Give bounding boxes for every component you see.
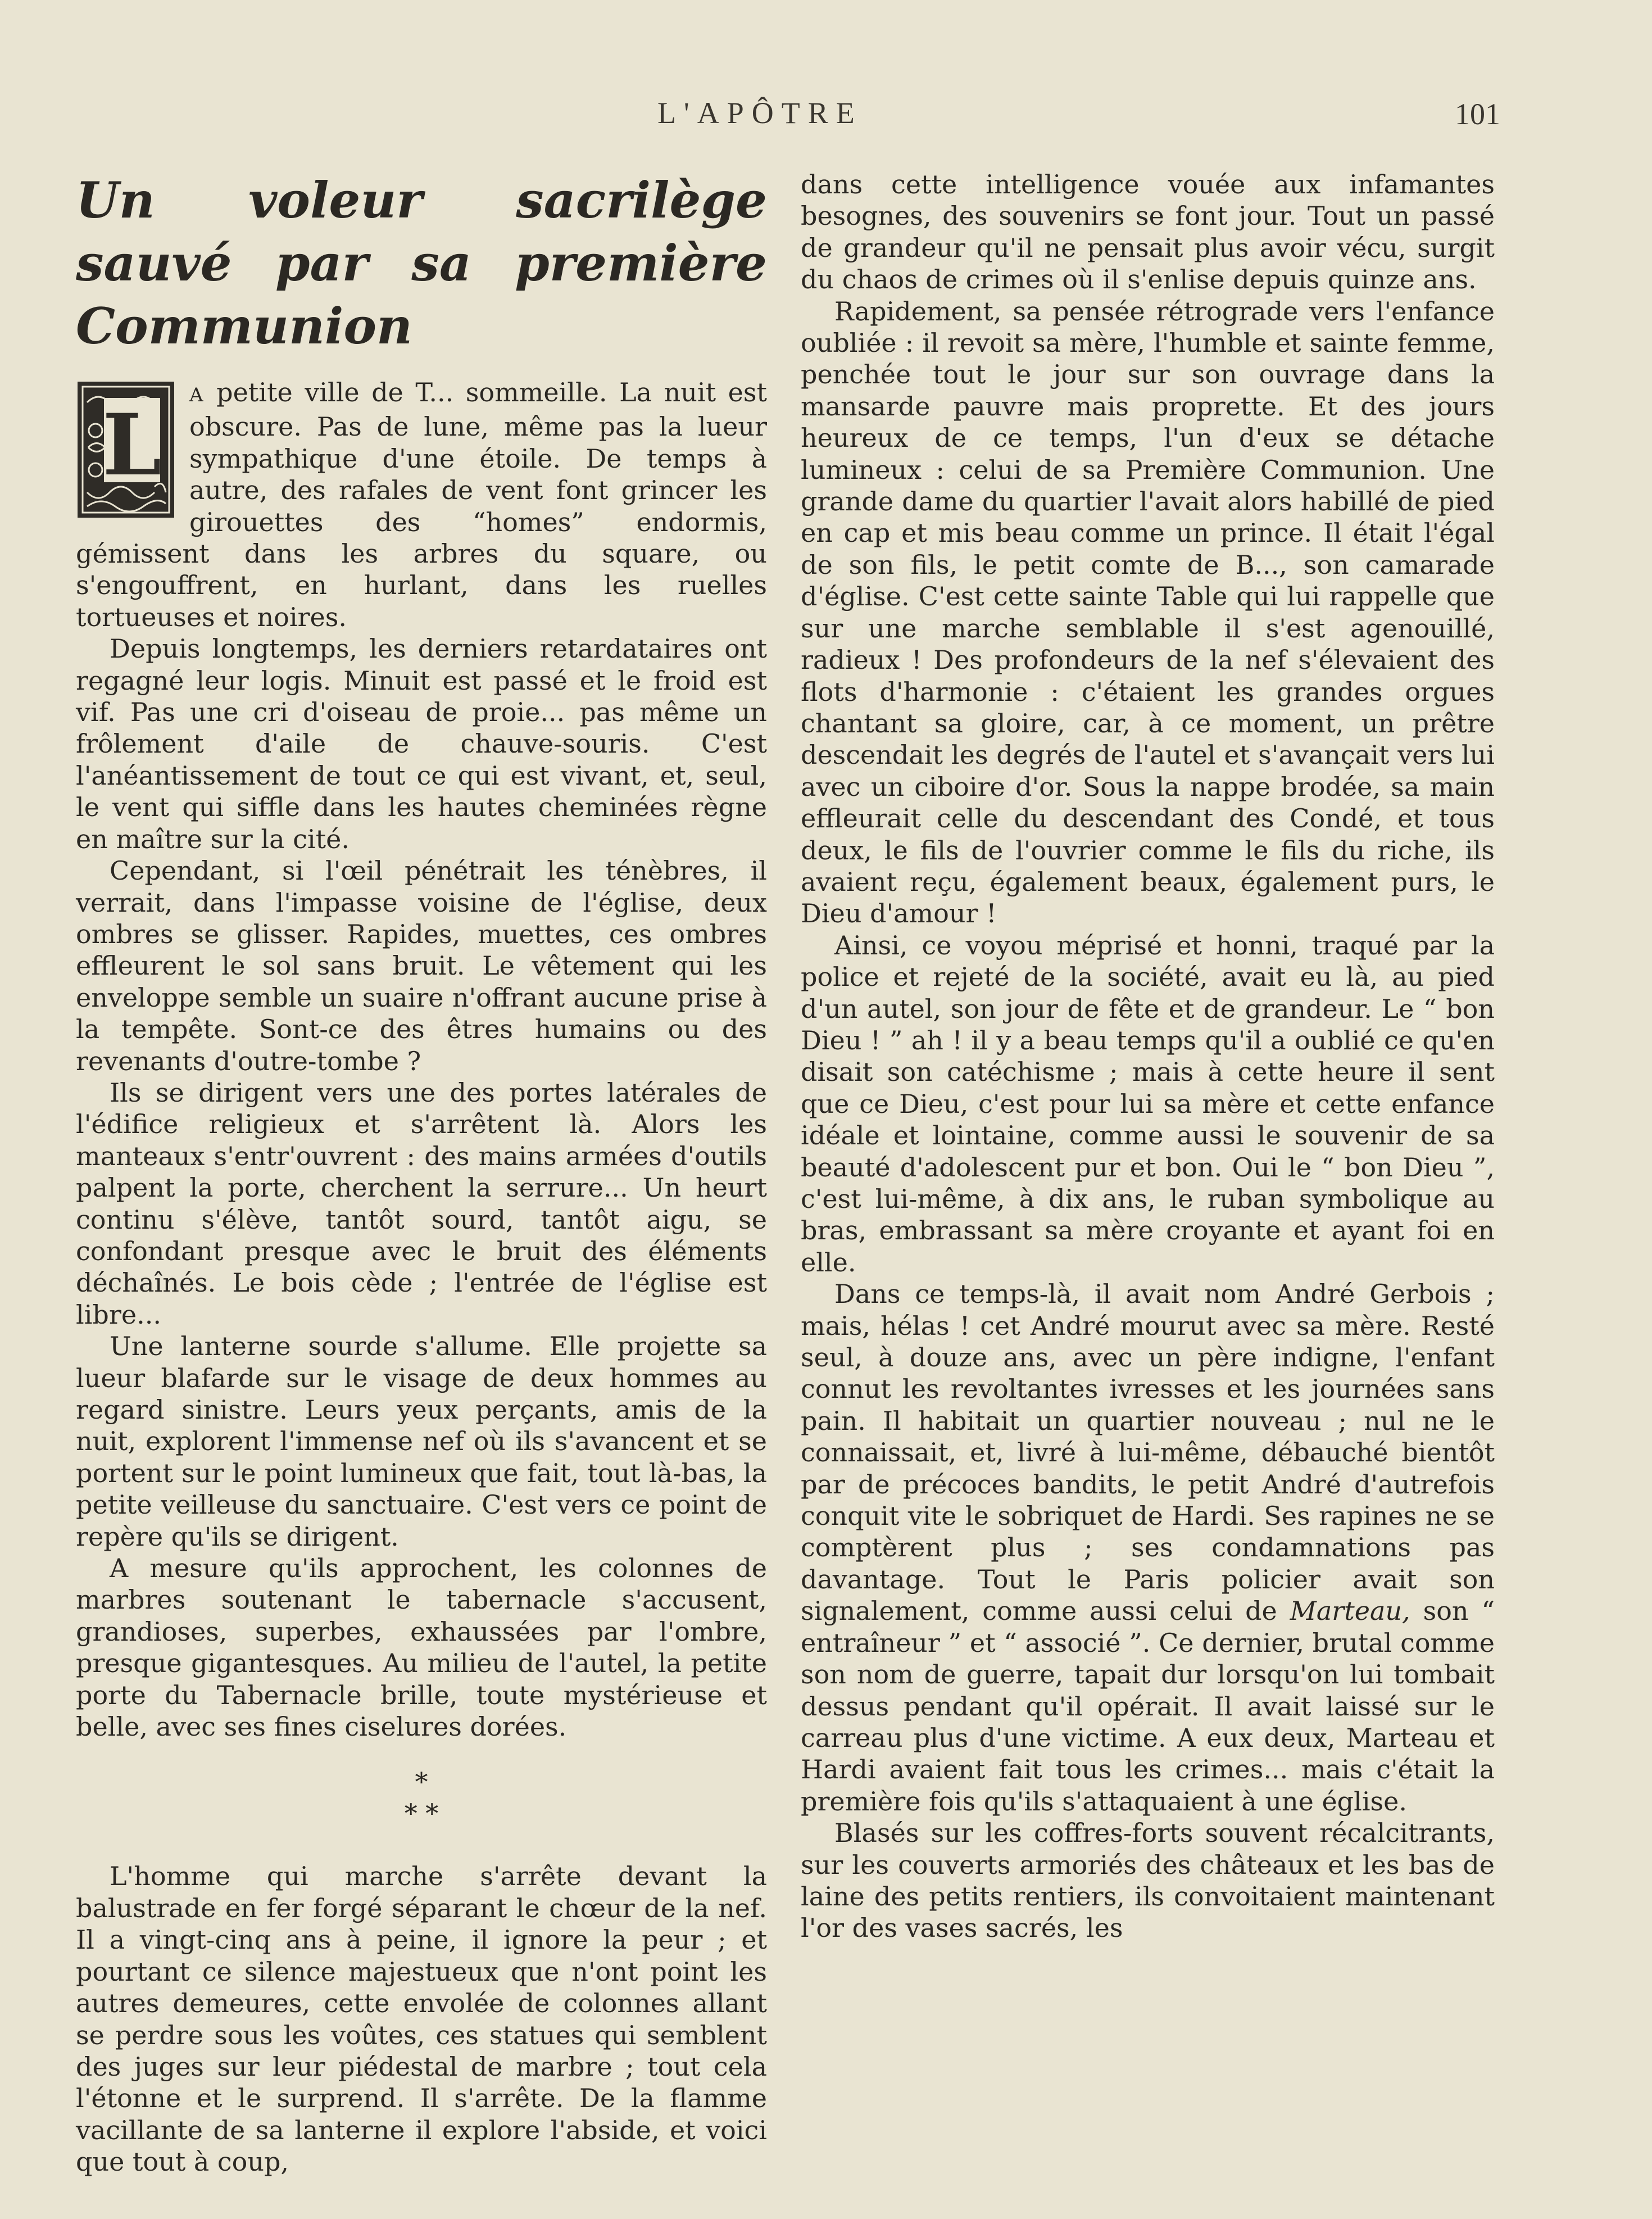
paragraph: L'homme qui marche s'arrête devant la balustrade en fer forgé séparant le chœur de la nef. Il a vingt-cinq ans à peine, il ignore la peur ; et pourtant ce silence majestueux que n'ont point les autres demeures, cette envolée de colonnes allant se perdre sous les voûtes, ces statues qui semblent des juges sur leur piédestal de marbre ; tout cela l'étonne et le surprend. Il s'arrête. De la flamme vacillante de sa lanterne il explore l'abside, et voici que tout à coup, [76, 1861, 767, 2177]
italic-name: Marteau, [1290, 1596, 1410, 1627]
paragraph: Cependant, si l'œil pénétrait les ténèbres, il verrait, dans l'impasse voisine de l'église, deux ombres se glisser. Rapides, muettes, ces ombres effleurent le sol sans bruit. Le vêtement qui les enveloppe semble un suaire n'offrant aucune prise à la tempête. Sont-ce des êtres humains ou des revenants d'outre-tombe ? [76, 855, 767, 1076]
paragraph-text: petite ville de T... sommeille. La nuit est obscure. Pas de lune, même pas la lueur sympathique d'une étoile. De temps à autre, des rafales de vent font grincer les girouettes des “homes” endormis, gémissent dans les arbres du square, ou s'engouffrent, en hurlant, dans les ruelles tortueuses et noires. [76, 377, 767, 632]
ornamental-dropcap [76, 380, 176, 519]
asterism-top: * [415, 1767, 428, 1797]
paragraph: Depuis longtemps, les derniers retardataires ont regagné leur logis. Minuit est passé et le froid est vif. Pas une cri d'oiseau de proie... pas même un frôlement d'aile de chauve-souris. C'est l'anéantissement de tout ce qui est vivant, et, seul, le vent qui siffle dans les hautes cheminées règne en maître sur la cité. [76, 633, 767, 854]
asterism-bottom: * * [404, 1798, 439, 1829]
page-number: 101 [1455, 97, 1500, 131]
opening-paragraph [76, 377, 767, 633]
paragraph [801, 1278, 1495, 1817]
paragraph: Ils se dirigent vers une des portes latérales de l'édifice religieux et s'arrêtent là. Alors les manteaux s'entr'ouvrent : des mains armées d'outils palpent la porte, cherchent la serrure... Un heurt continu s'élève, tantôt sourd, tantôt aigu, se confondant presque avec le bruit des éléments déchaînés. Le bois cède ; l'entrée de l'église est libre... [76, 1077, 767, 1330]
paragraph: Blasés sur les coffres-forts souvent récalcitrants, sur les couverts armoriés des châteaux et les bas de laine des petits rentiers, ils convoitaient maintenant l'or des vases sacrés, les [801, 1818, 1495, 1944]
paragraph: Une lanterne sourde s'allume. Elle projette sa lueur blafarde sur le visage de deux hommes au regard sinistre. Leurs yeux perçants, amis de la nuit, explorent l'immense nef où ils s'avancent et se portent sur le point lumineux que fait, tout là-bas, la petite veilleuse du sanctuaire. C'est vers ce point de repère qu'ils se dirigent. [76, 1331, 767, 1552]
paragraph: dans cette intelligence vouée aux infamantes besognes, des souvenirs se font jour. Tout un passé de grandeur qu'il ne pensait plus avoir vécu, surgit du chaos de crimes où il s'enlise depuis quinze ans. [801, 169, 1495, 295]
section-break [76, 1766, 767, 1829]
first-letter-smallcap: A [189, 384, 205, 406]
paragraph: Ainsi, ce voyou méprisé et honni, traqué par la police et rejeté de la société, avait eu là, au pied d'un autel, son jour de fête et de grandeur. Le “ bon Dieu ! ” ah ! il y a beau temps qu'il a oublié ce qu'en disait son catéchisme ; mais à cette heure il sent que ce Dieu, c'est pour lui sa mère et cette enfance idéale et lointaine, comme aussi le souvenir de sa beauté d'adolescent pur et bon. Oui le “ bon Dieu ”, c'est lui-même, à dix ans, le ruban symbolique au bras, embrassant sa mère croyante et ayant foi en elle. [801, 930, 1495, 1278]
dropcap-ornament-icon [76, 380, 176, 519]
paragraph: Rapidement, sa pensée rétrograde vers l'enfance oubliée : il revoit sa mère, l'humble et sainte femme, penchée tout le jour sur son ouvrage dans la mansarde pauvre mais proprette. Et des jours heureux de ce temps, l'un d'eux se détache lumineux : celui de sa Première Communion. Une grande dame du quartier l'avait alors habillé de pied en cap et mis beau comme un prince. Il était l'égal de son fils, le petit comte de B..., son camarade d'église. C'est cette sainte Table qui lui rappelle que sur une marche semblable il s'est agenouillé, radieux ! Des profondeurs de la nef s'élevaient des flots d'harmonie : c'étaient les grandes orgues chantant sa gloire, car, à ce moment, un prêtre descendait les degrés de l'autel et s'avançait vers lui avec un ciboire d'or. Sous la nappe brodée, sa main effleurait celle du descendant des Condé, et tous deux, le fils de l'ouvrier comme le fils du riche, ils avaient reçu, également beaux, également purs, le Dieu d'amour ! [801, 296, 1495, 929]
right-column [801, 169, 1495, 1944]
article-title: Un voleur sacrilège sauvé par sa première Communion [76, 171, 767, 355]
left-column [76, 169, 767, 2178]
paragraph-text: Dans ce temps-là, il avait nom André Gerbois ; mais, hélas ! cet André mourut avec sa mère. Resté seul, à douze ans, avec un père indigne, l'enfant connut les revoltantes ivresses et les journées sans pain. Il habitait un quartier nouveau ; nul ne le connaissait, et, livré à lui-même, débauché bientôt par de précoces bandits, le petit André d'autrefois conquit vite le sobriquet de Hardi. Ses rapines ne se comptèrent plus ; ses condamnations pas davantage. Tout le Paris policier avait son signalement, comme aussi celui de [801, 1279, 1495, 1627]
paragraph: A mesure qu'ils approchent, les colonnes de marbres soutenant le tabernacle s'accusent, grandioses, superbes, exhaussées par l'ombre, presque gigantesques. Au milieu de l'autel, la petite porte du Tabernacle brille, toute mystérieuse et belle, avec ses fines ciselures dorées. [76, 1553, 767, 1742]
paragraph-text: son “ entraîneur ” et “ associé ”. Ce dernier, brutal comme son nom de guerre, tapait dur lorsqu'on lui tombait dessus pendant qu'il opérait. Il avait laissé sur le carreau plus d'une victime. A eux deux, Marteau et Hardi avaient fait tous les crimes... mais c'était la première fois qu'ils s'attaquaient à une église. [801, 1596, 1495, 1817]
svg-text:L: L [102, 396, 162, 495]
running-head: L'APÔTRE [657, 96, 863, 130]
